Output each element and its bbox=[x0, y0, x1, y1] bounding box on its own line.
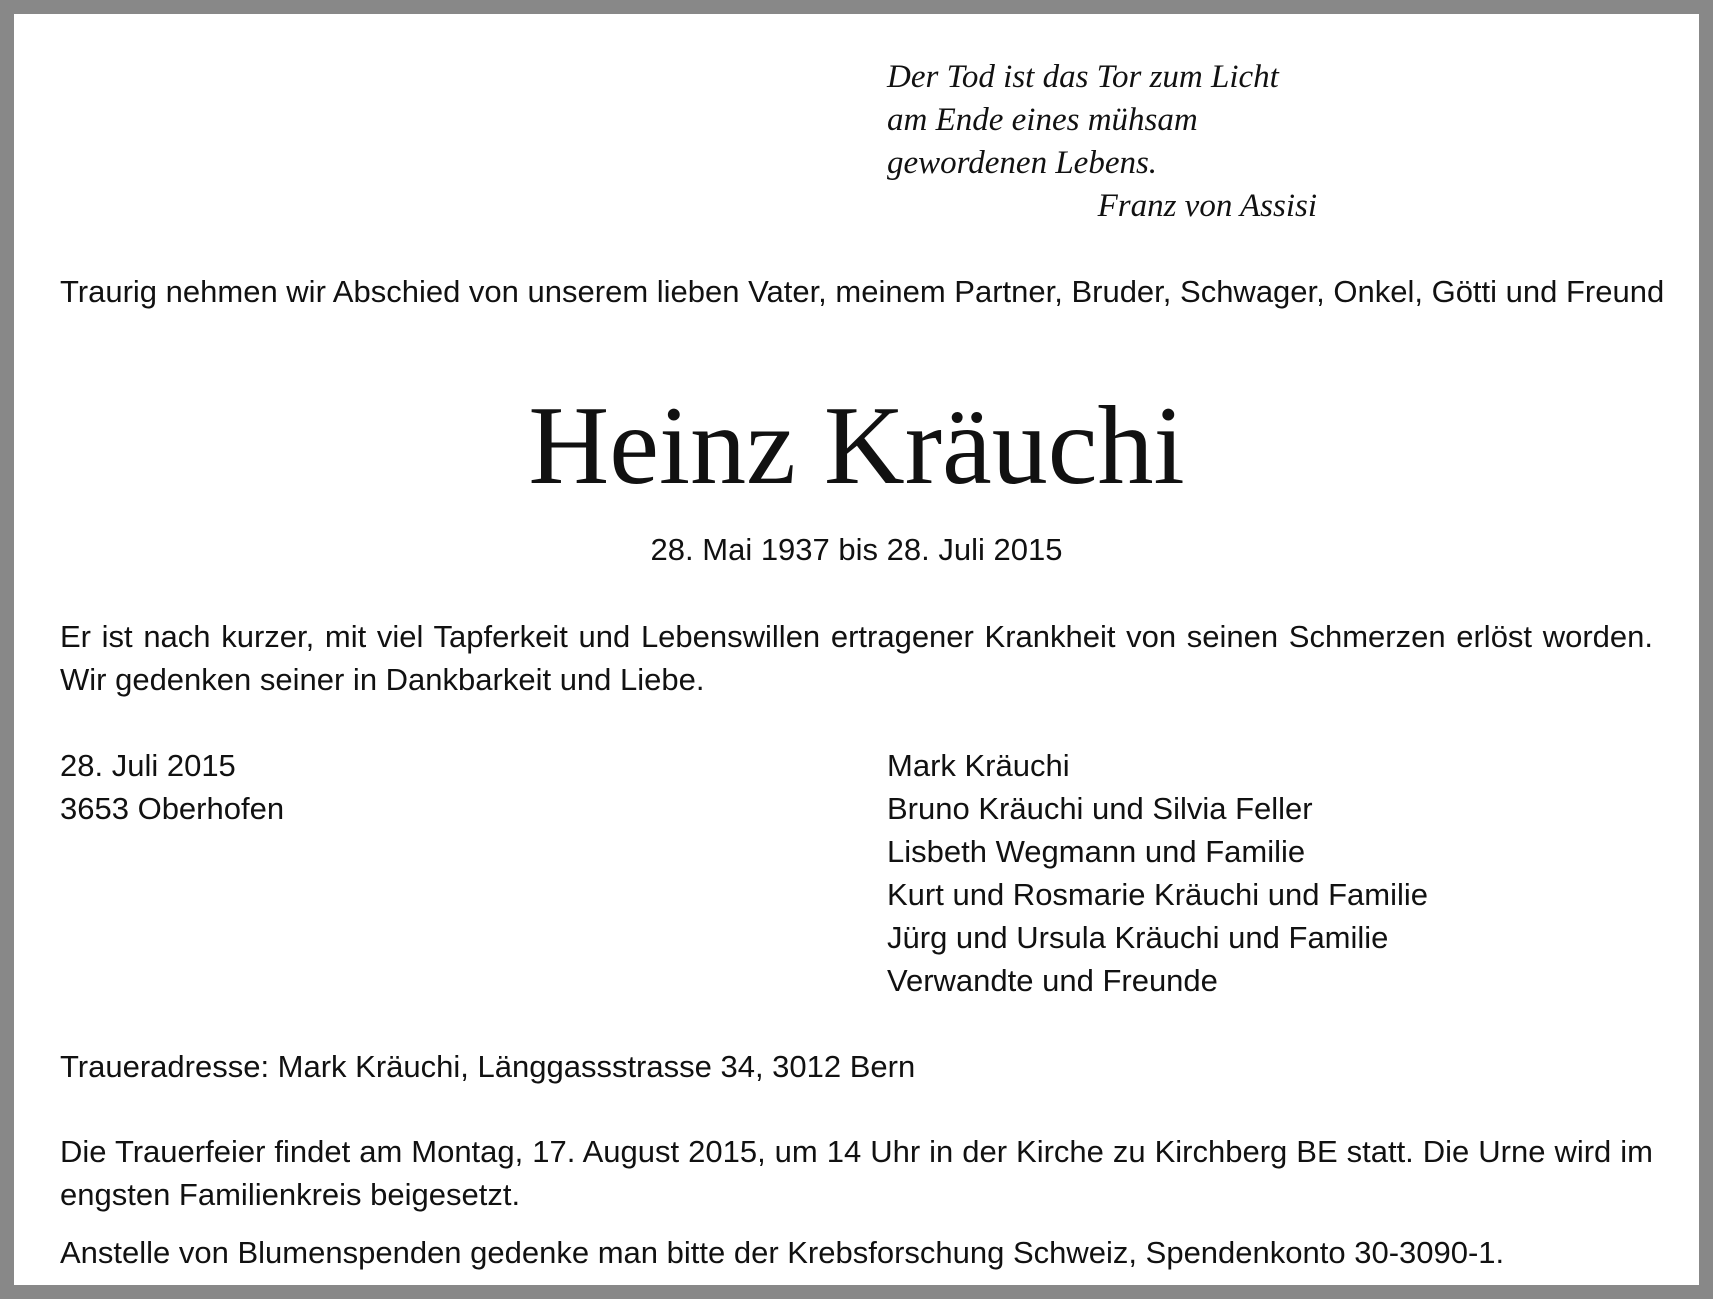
mourner-item: Verwandte und Freunde bbox=[887, 963, 1218, 998]
deceased-name: Heinz Kräuchi bbox=[528, 384, 1185, 508]
mourner-item: Lisbeth Wegmann und Familie bbox=[887, 834, 1306, 869]
epigraph-quote bbox=[887, 56, 1317, 228]
place-date-block bbox=[60, 744, 284, 830]
mourner-item: Mark Kräuchi bbox=[887, 748, 1070, 783]
quote-line: Der Tod ist das Tor zum Licht bbox=[887, 59, 1279, 95]
mourner-item: Bruno Kräuchi und Silvia Feller bbox=[887, 791, 1313, 826]
mourning-address: Traueradresse: Mark Kräuchi, Länggassstrasse 34, 3012 Bern bbox=[60, 1049, 916, 1084]
notice-date: 28. Juli 2015 bbox=[60, 748, 236, 783]
notice-place: 3653 Oberhofen bbox=[60, 791, 285, 826]
life-dates: 28. Mai 1937 bis 28. Juli 2015 bbox=[650, 532, 1063, 567]
mourner-item: Kurt und Rosmarie Kräuchi und Familie bbox=[887, 877, 1429, 912]
donation-note: Anstelle von Blumenspenden gedenke man bitte der Krebsforschung Schweiz, Spendenkonto 30-3090-1. bbox=[60, 1235, 1505, 1270]
quote-line: gewordenen Lebens. bbox=[887, 145, 1158, 181]
quote-author: Franz von Assisi bbox=[1097, 188, 1317, 224]
quote-line: am Ende eines mühsam bbox=[887, 102, 1198, 138]
mourners-list bbox=[887, 744, 1428, 1002]
mourner-item: Jürg und Ursula Kräuchi und Familie bbox=[887, 920, 1389, 955]
body-text: Er ist nach kurzer, mit viel Tapferkeit und Lebenswillen ertragener Krankheit von seinen Schmerzen erlöst worden. Wir gedenken seiner in Dankbarkeit und Liebe. bbox=[60, 619, 1653, 697]
intro-text: Traurig nehmen wir Abschied von unserem lieben Vater, meinem Partner, Bruder, Schwager, Onkel, Götti und Freund bbox=[60, 274, 1665, 309]
ceremony-info: Die Trauerfeier findet am Montag, 17. August 2015, um 14 Uhr in der Kirche zu Kirchberg BE statt. Die Urne wird im engsten Familienkreis beigesetzt. bbox=[60, 1134, 1653, 1212]
